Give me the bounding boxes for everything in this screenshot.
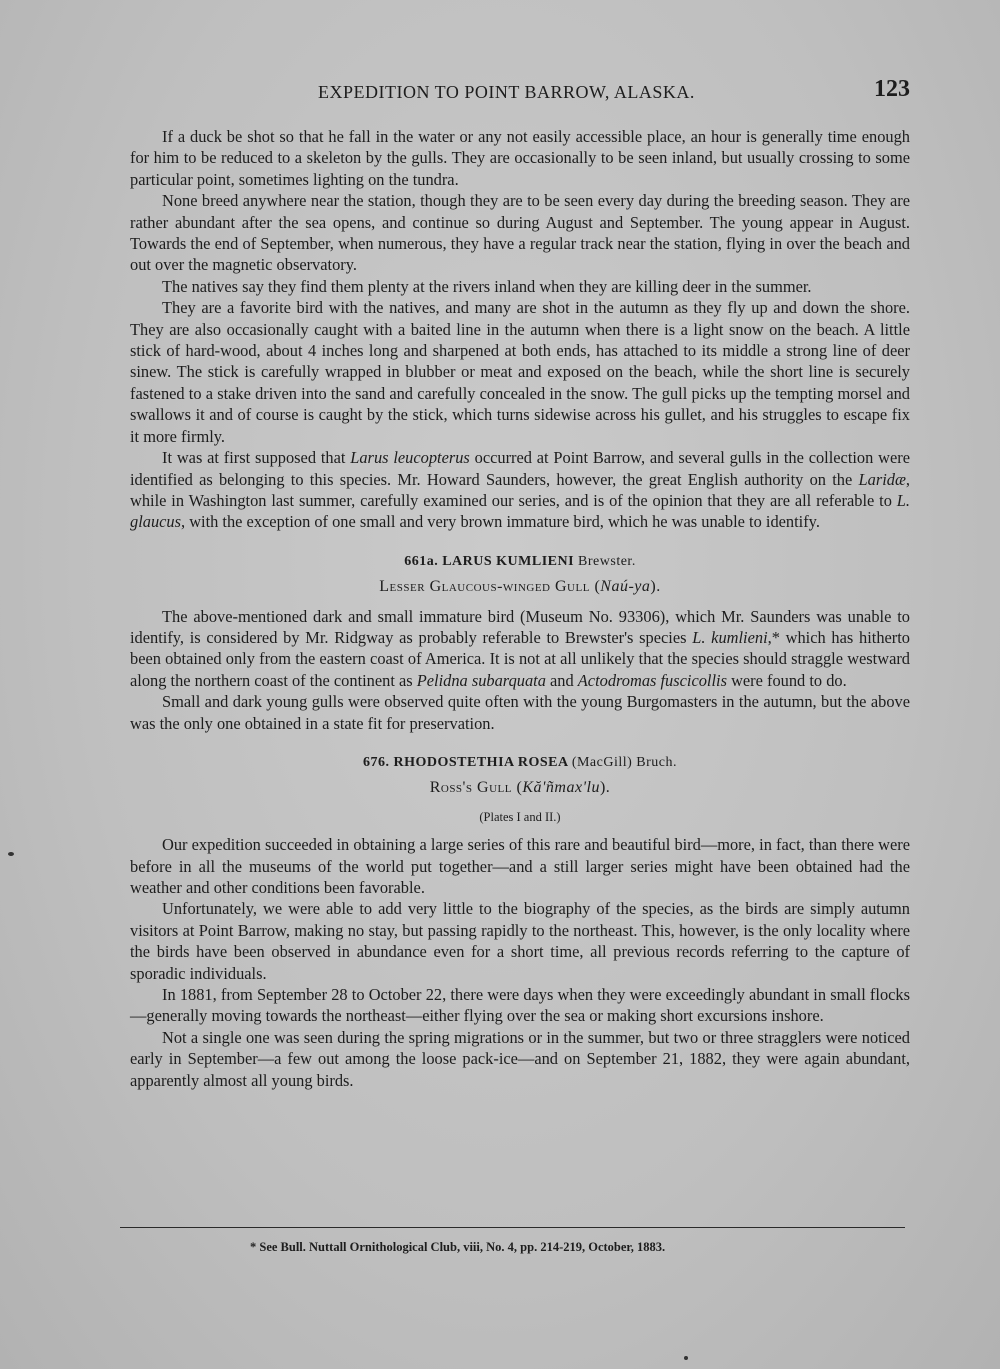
paragraph: Our expedition succeeded in obtaining a large series of this rare and beautiful bird—more, in fact, than there were before in all the museums of the world put together—and a still larger series might have been obtained had the weather and other conditions been favorable. (130, 835, 910, 897)
paragraph: In 1881, from September 28 to October 22, there were days when they were exceedingly abundant in small flocks—generally moving towards the northeast—either flying over the sea or making short excursions inshore. (130, 985, 910, 1026)
paragraph: None breed anywhere near the station, though they are to be seen every day during the breeding season. They are rather abundant after the sea opens, and continue so during August and September. The young appear in August. Towards the end of September, when numerous, they have a regular track near the station, flying in over the beach and out over the magnetic observatory. (130, 191, 910, 275)
species-heading-676: 676. RHODOSTETHIA ROSEA (MacGill) Bruch. (362, 754, 678, 770)
paragraph-leucopterus: It was at first supposed that Larus leucopterus occurred at Point Barrow, and several gulls in the collection were identified as belonging to this species. Mr. Howard Saunders, however, the great English authority on the Laridæ, while in Washington last summer, carefully examined our series, and is of the opinion that they are all referable to L. glaucus, with the exception of one small and very brown immature bird, which he was unable to identify. (130, 448, 910, 532)
common-name-676: Ross's Gull (Kă'ñmax'lu). (429, 779, 611, 797)
paragraph: Small and dark young gulls were observed quite often with the young Burgomasters in the autumn, but the above was the only one obtained in a state fit for preservation. (130, 692, 910, 733)
ink-speck (684, 1356, 688, 1360)
paragraph-kumlieni: The above-mentioned dark and small immature bird (Museum No. 93306), which Mr. Saunders was unable to identify, is considered by Mr. Ridgway as probably referable to Brewster's species L. kumlieni,* which has hitherto been obtained only from the eastern coast of America. It is not at all unlikely that the species should straggle westward along the northern coast of the continent as Pelidna subarquata and Actodromas fuscicollis were found to do. (130, 606, 910, 690)
ink-speck (8, 852, 14, 856)
common-name-661a: Lesser Glaucous-winged Gull (Naú-ya). (379, 578, 661, 596)
plates-note: (Plates I and II.) (479, 809, 561, 824)
species-name: Larus leucopterus (350, 448, 470, 468)
paragraph: They are a favorite bird with the natives, and many are shot in the autumn as they fly up and down the shore. They are also occasionally caught with a baited line in the autumn when there is a light snow on the beach. A little stick of hard-wood, about 4 inches long and sharpened at both ends, has attached to its middle a strong line of deer sinew. The stick is carefully wrapped in blubber or meat and exposed on the beach, while the short line is securely fastened to a stake driven into the sand and carefully concealed in the snow. The gull picks up the tempting morsel and swallows it and of course is caught by the stick, which turns sidewise across his gullet, and his struggles to escape fix it more firmly. (130, 298, 910, 446)
paragraph: If a duck be shot so that he fall in the water or any not easily accessible place, an hour is generally time enough for him to be reduced to a skeleton by the gulls. They are occasionally to be seen inland, but usually crossing to some particular point, sometimes lighting on the tundra. (130, 127, 910, 189)
page-number: 123 (874, 76, 910, 102)
species-name: L. glaucus (130, 490, 910, 532)
footnote: * See Bull. Nuttall Ornithological Club, viii, No. 4, pp. 214-219, October, 1883. (250, 1240, 666, 1254)
family-name: Laridæ (858, 469, 906, 489)
paragraph: Not a single one was seen during the spring migrations or in the summer, but two or three stragglers were noticed early in September—a few out among the loose pack-ice—and on September 21, 1882, they were again abundant, apparently almost all young birds. (130, 1027, 910, 1090)
footnote-rule (120, 1227, 905, 1228)
native-name: Kă'ñmax'lu (522, 779, 600, 797)
paragraph: Unfortunately, we were able to add very little to the biography of the species, as the birds are simply autumn visitors at Point Barrow, making no stay, but passing rapidly to the northeast. This, however, is the only locality where the birds have been observed in abundance even for a short time, all previous records referring to the capture of sporadic individuals. (130, 899, 910, 983)
paragraph: The natives say they find them plenty at the rivers inland when they are killing deer in the summer. (162, 276, 812, 296)
page-header (130, 76, 910, 114)
running-title: EXPEDITION TO POINT BARROW, ALASKA. (318, 82, 695, 102)
native-name: Naú-ya (600, 578, 651, 596)
species-heading-661a: 661a. LARUS KUMLIENI Brewster. (404, 553, 636, 569)
page-body (130, 126, 910, 1091)
